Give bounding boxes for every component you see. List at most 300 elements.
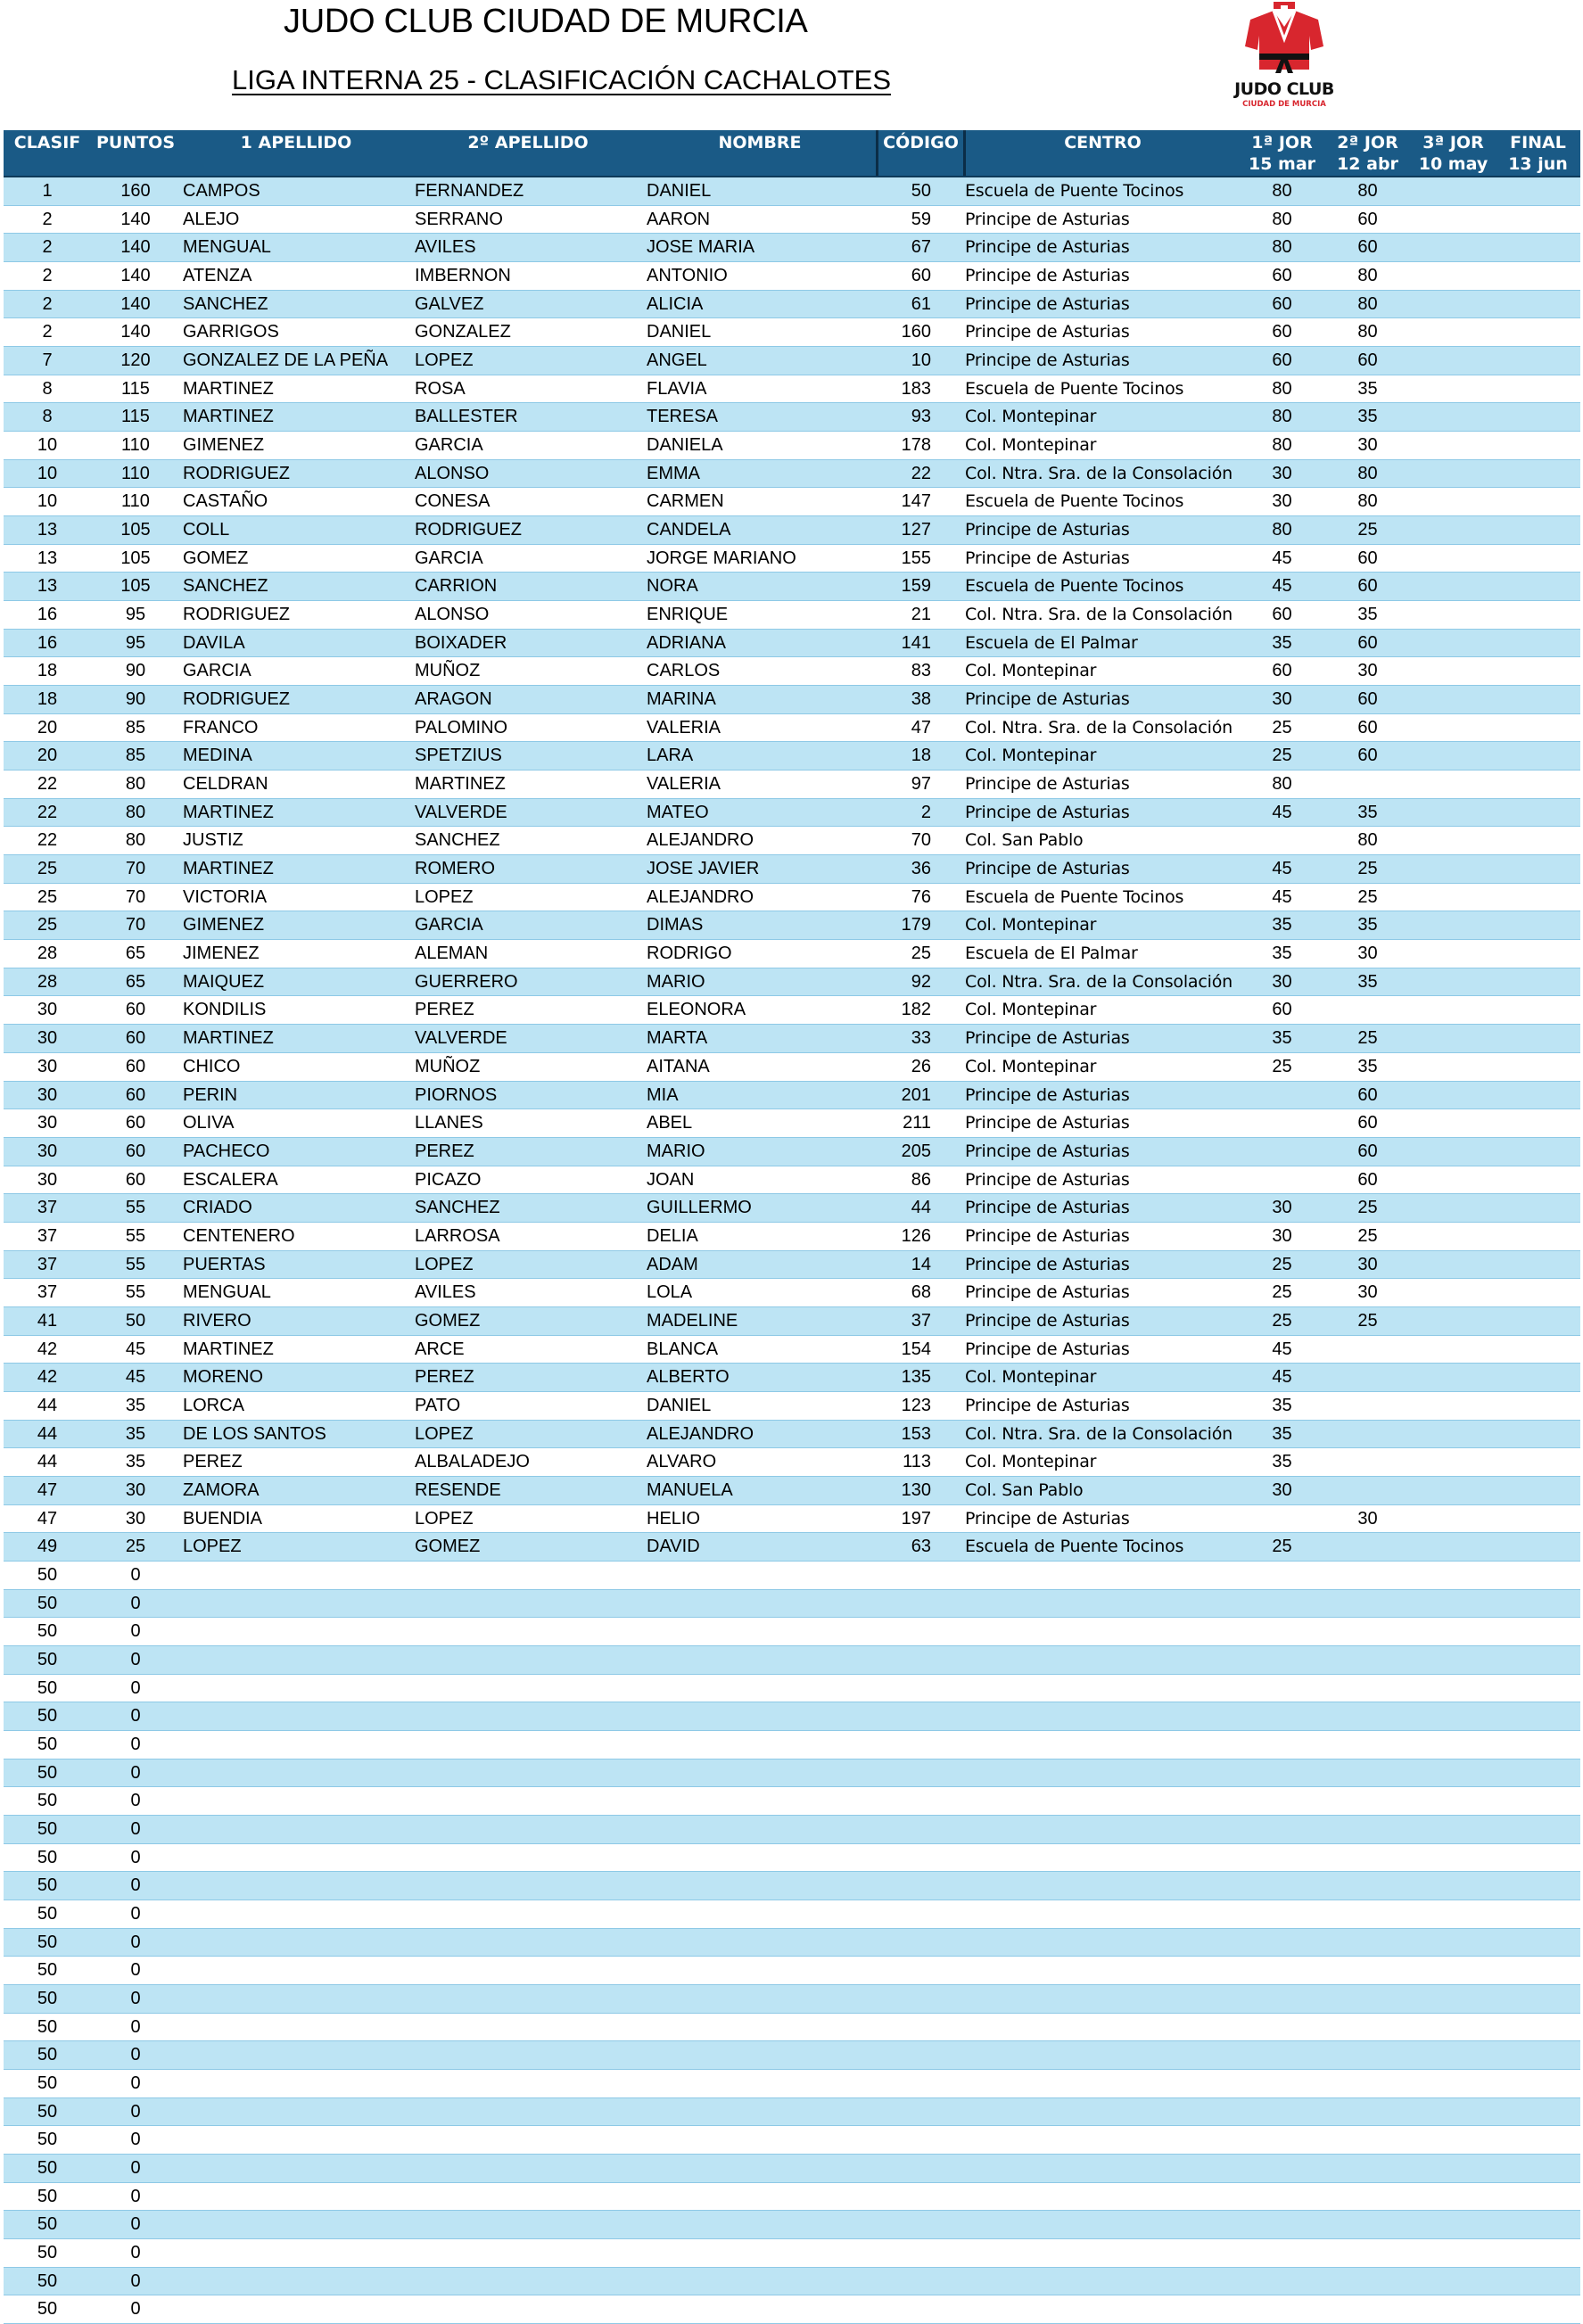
nombre-cell: ALICIA — [647, 293, 704, 314]
jornada-2-cell: 60 — [1357, 209, 1378, 229]
jornada-2-cell — [1324, 996, 1411, 1024]
table-row — [4, 1025, 1580, 1053]
codigo-cell: 160 — [901, 322, 931, 342]
nombre-cell: JOSE JAVIER — [647, 859, 760, 879]
jornada-1-cell: 60 — [1272, 322, 1292, 342]
nombre-cell: BLANCA — [647, 1339, 719, 1359]
codigo-cell: 130 — [901, 1479, 931, 1500]
jornada-1-cell: 35 — [1272, 1028, 1292, 1049]
jornada-2-cell: 80 — [1357, 830, 1378, 851]
page-title: JUDO CLUB CIUDAD DE MURCIA — [284, 3, 808, 40]
nombre-cell — [644, 1985, 876, 2013]
final-cell — [1496, 347, 1580, 375]
jornada-2-cell — [1324, 2014, 1411, 2041]
final-cell — [1496, 516, 1580, 544]
standings-table — [4, 130, 1580, 2324]
jornada-2-cell — [1324, 1844, 1411, 1872]
clasif-cell: 50 — [37, 1564, 58, 1585]
jornada-1-cell — [1240, 1844, 1324, 1872]
final-cell — [1496, 1109, 1580, 1137]
apellido-2-cell: LOPEZ — [415, 1508, 474, 1529]
jornada-3-cell — [1411, 2183, 1496, 2211]
puntos-cell: 105 — [120, 520, 151, 540]
clasif-cell: 25 — [37, 915, 58, 935]
clasif-cell: 50 — [37, 2130, 58, 2150]
codigo-cell — [876, 1675, 963, 1702]
apellido-1-cell: VICTORIA — [183, 886, 268, 907]
apellido-2-cell: AVILES — [415, 1282, 476, 1303]
centro-cell: Principe de Asturias — [965, 1339, 1130, 1359]
jornada-2-cell — [1324, 1759, 1411, 1787]
jornada-2-cell — [1324, 1448, 1411, 1476]
table-body — [4, 177, 1580, 2324]
clasif-cell: 50 — [37, 2016, 58, 2037]
jornada-1-cell — [1240, 2295, 1324, 2323]
puntos-cell: 0 — [130, 1818, 141, 1839]
table-row — [4, 1194, 1580, 1223]
centro-cell: Col. Montepinar — [965, 746, 1097, 766]
apellido-2-cell: SANCHEZ — [415, 830, 500, 851]
clasif-cell: 50 — [37, 1734, 58, 1754]
puntos-cell: 0 — [130, 2158, 141, 2179]
apellido-1-cell: RODRIGUEZ — [183, 605, 290, 625]
apellido-1-cell — [180, 1731, 412, 1759]
nombre-cell: MARIO — [647, 1141, 705, 1161]
puntos-cell: 85 — [125, 746, 146, 766]
codigo-cell: 70 — [911, 830, 931, 851]
apellido-2-cell: PIORNOS — [415, 1084, 498, 1105]
final-cell — [1496, 657, 1580, 685]
apellido-2-cell — [412, 2041, 644, 2069]
clasif-cell: 50 — [37, 2045, 58, 2065]
jornada-2-cell — [1324, 1533, 1411, 1561]
centro-cell: Col. Montepinar — [965, 1056, 1097, 1076]
final-cell — [1496, 1562, 1580, 1589]
jornada-2-cell — [1324, 2239, 1411, 2267]
judoka-figure-icon — [1245, 2, 1323, 73]
jornada-1-cell — [1240, 1731, 1324, 1759]
clasif-cell: 50 — [37, 1706, 58, 1727]
apellido-2-cell — [412, 1618, 644, 1645]
jornada-2-cell: 80 — [1357, 181, 1378, 201]
nombre-cell: ALEJANDRO — [647, 1423, 754, 1444]
jornada-1-cell: 35 — [1272, 1452, 1292, 1472]
jornada-1-cell — [1240, 1900, 1324, 1928]
table-row — [4, 1138, 1580, 1166]
centro-cell: Col. Montepinar — [965, 1000, 1097, 1020]
codigo-cell — [876, 1872, 963, 1900]
final-cell — [1496, 2098, 1580, 2126]
puntos-cell: 140 — [120, 293, 151, 314]
centro-cell: Principe de Asturias — [965, 1141, 1130, 1161]
apellido-2-cell: BALLESTER — [415, 407, 518, 427]
apellido-1-cell: BUENDIA — [183, 1508, 262, 1529]
table-row — [4, 2211, 1580, 2239]
final-cell — [1496, 1138, 1580, 1166]
puntos-cell: 0 — [130, 1762, 141, 1783]
jornada-2-cell: 25 — [1357, 886, 1378, 907]
nombre-cell: MARTA — [647, 1028, 708, 1049]
apellido-2-cell: LOPEZ — [415, 1423, 474, 1444]
jornada-1-cell — [1240, 1646, 1324, 1674]
codigo-cell: 50 — [911, 181, 931, 201]
table-row — [4, 2014, 1580, 2042]
nombre-cell: JOAN — [647, 1169, 695, 1190]
apellido-2-cell: VALVERDE — [415, 1028, 507, 1049]
jornada-1-cell: 45 — [1272, 548, 1292, 568]
header-puntos: PUNTOS — [95, 133, 176, 152]
codigo-cell: 93 — [911, 407, 931, 427]
clasif-cell: 50 — [37, 1932, 58, 1952]
apellido-1-cell: MARTINEZ — [183, 378, 274, 399]
nombre-cell — [644, 1816, 876, 1843]
apellido-1-cell: MARTINEZ — [183, 1339, 274, 1359]
puntos-cell: 0 — [130, 2073, 141, 2094]
jornada-1-cell — [1240, 2268, 1324, 2295]
puntos-cell: 60 — [125, 1084, 146, 1105]
clasif-cell: 30 — [37, 1056, 58, 1076]
page-subtitle: LIGA INTERNA 25 - CLASIFICACIÓN CACHALOTES — [232, 64, 892, 95]
clasif-cell: 37 — [37, 1254, 58, 1274]
centro-cell: Principe de Asturias — [965, 548, 1130, 568]
apellido-1-cell: LORCA — [183, 1395, 244, 1415]
jornada-3-cell — [1411, 1985, 1496, 2013]
jornada-1-cell — [1240, 2211, 1324, 2238]
table-row — [4, 488, 1580, 516]
jornada-1-cell — [1240, 2070, 1324, 2097]
header-codigo: CÓDIGO — [876, 130, 963, 176]
jornada-3-cell — [1411, 573, 1496, 600]
jornada-3-cell — [1411, 206, 1496, 234]
jornada-1-cell: 35 — [1272, 632, 1292, 653]
jornada-2-cell: 25 — [1357, 1310, 1378, 1331]
table-row — [4, 827, 1580, 855]
final-cell — [1496, 1223, 1580, 1250]
final-cell — [1496, 1816, 1580, 1843]
jornada-2-cell — [1324, 1392, 1411, 1420]
final-cell — [1496, 1448, 1580, 1476]
jornada-3-cell — [1411, 1562, 1496, 1589]
final-cell — [1496, 996, 1580, 1024]
apellido-2-cell: FERNANDEZ — [415, 181, 524, 201]
puntos-cell: 95 — [125, 605, 146, 625]
puntos-cell: 160 — [120, 181, 151, 201]
apellido-1-cell: DE LOS SANTOS — [183, 1423, 326, 1444]
jornada-2-cell — [1324, 2211, 1411, 2238]
codigo-cell — [876, 2070, 963, 2097]
apellido-1-cell: MARTINEZ — [183, 407, 274, 427]
jornada-2-cell: 25 — [1357, 1198, 1378, 1218]
codigo-cell — [876, 1816, 963, 1843]
clasif-cell: 50 — [37, 1989, 58, 2008]
header-final: FINAL 13 jun — [1508, 133, 1568, 174]
apellido-2-cell: LOPEZ — [415, 1254, 474, 1274]
codigo-cell: 61 — [911, 293, 931, 314]
table-row — [4, 1675, 1580, 1703]
codigo-cell: 18 — [911, 746, 931, 766]
table-row — [4, 1307, 1580, 1336]
jornada-3-cell — [1411, 1533, 1496, 1561]
table-row — [4, 799, 1580, 828]
jornada-2-cell: 30 — [1357, 944, 1378, 964]
table-row — [4, 1336, 1580, 1364]
table-row — [4, 1392, 1580, 1421]
final-cell — [1496, 1251, 1580, 1279]
table-row — [4, 2155, 1580, 2183]
jornada-3-cell — [1411, 1082, 1496, 1109]
jornada-3-cell — [1411, 1929, 1496, 1957]
jornada-2-cell — [1324, 1787, 1411, 1815]
clasif-cell: 30 — [37, 1141, 58, 1161]
nombre-cell — [644, 1900, 876, 1928]
table-row — [4, 1590, 1580, 1619]
clasif-cell: 18 — [37, 661, 58, 681]
jornada-2-cell: 30 — [1357, 435, 1378, 456]
apellido-1-cell: RODRIGUEZ — [183, 463, 290, 483]
nombre-cell — [644, 1759, 876, 1787]
centro-cell: Principe de Asturias — [965, 1310, 1130, 1331]
jornada-1-cell: 60 — [1272, 661, 1292, 681]
apellido-2-cell: GALVEZ — [415, 293, 484, 314]
table-row — [4, 1364, 1580, 1392]
jornada-3-cell — [1411, 234, 1496, 261]
codigo-cell: 36 — [911, 859, 931, 879]
table-row — [4, 855, 1580, 884]
nombre-cell: AITANA — [647, 1056, 710, 1076]
puntos-cell: 25 — [125, 1537, 146, 1557]
table-row — [4, 2098, 1580, 2127]
puntos-cell: 0 — [130, 1847, 141, 1867]
clasif-cell: 2 — [42, 322, 53, 342]
apellido-1-cell — [180, 2155, 412, 2182]
centro-cell: Principe de Asturias — [965, 802, 1130, 822]
jornada-1-cell: 25 — [1272, 1537, 1292, 1557]
codigo-cell — [876, 1900, 963, 1928]
nombre-cell: ADRIANA — [647, 632, 726, 653]
apellido-1-cell: LOPEZ — [183, 1537, 242, 1557]
final-cell — [1496, 2211, 1580, 2238]
final-cell — [1496, 1421, 1580, 1448]
jornada-3-cell — [1411, 1759, 1496, 1787]
apellido-2-cell: IMBERNON — [415, 266, 511, 286]
puntos-cell: 0 — [130, 2016, 141, 2037]
jornada-3-cell — [1411, 742, 1496, 770]
apellido-2-cell: SERRANO — [415, 209, 503, 229]
centro-cell: Principe de Asturias — [965, 1282, 1130, 1303]
codigo-cell: 10 — [911, 350, 931, 371]
codigo-cell: 86 — [911, 1169, 931, 1190]
clasif-cell: 50 — [37, 1903, 58, 1924]
centro-cell: Col. Ntra. Sra. de la Consolación — [965, 717, 1233, 738]
apellido-2-cell — [412, 1816, 644, 1843]
codigo-cell: 60 — [911, 266, 931, 286]
apellido-1-cell: MORENO — [183, 1367, 263, 1388]
table-row — [4, 206, 1580, 235]
apellido-1-cell: CASTAÑO — [183, 491, 268, 512]
puntos-cell: 0 — [130, 2045, 141, 2065]
table-row — [4, 403, 1580, 432]
clasif-cell: 7 — [42, 350, 53, 371]
puntos-cell: 0 — [130, 1960, 141, 1981]
puntos-cell: 0 — [130, 2243, 141, 2263]
header-apellido-1: 1 APELLIDO — [240, 133, 352, 152]
jornada-2-cell — [1324, 1364, 1411, 1391]
final-cell — [1496, 1702, 1580, 1730]
codigo-cell: 25 — [911, 944, 931, 964]
jornada-2-cell: 35 — [1357, 802, 1378, 822]
final-cell — [1496, 714, 1580, 742]
apellido-2-cell: GARCIA — [415, 915, 483, 935]
codigo-cell: 92 — [911, 971, 931, 992]
jornada-3-cell — [1411, 1505, 1496, 1533]
centro-cell: Principe de Asturias — [965, 1254, 1130, 1274]
jornada-2-cell: 60 — [1357, 1141, 1378, 1161]
apellido-2-cell: GARCIA — [415, 548, 483, 568]
clasif-cell: 50 — [37, 2214, 58, 2235]
jornada-1-cell: 25 — [1272, 746, 1292, 766]
nombre-cell — [644, 2239, 876, 2267]
nombre-cell — [644, 2268, 876, 2295]
apellido-2-cell: GARCIA — [415, 435, 483, 456]
centro-cell: Col. San Pablo — [965, 830, 1084, 851]
codigo-cell: 37 — [911, 1310, 931, 1331]
table-row — [4, 2268, 1580, 2296]
apellido-1-cell: GIMENEZ — [183, 915, 265, 935]
apellido-1-cell — [180, 1759, 412, 1787]
final-cell — [1496, 206, 1580, 234]
final-cell — [1496, 1731, 1580, 1759]
centro-cell: Principe de Asturias — [965, 350, 1130, 371]
table-row — [4, 968, 1580, 997]
jornada-3-cell — [1411, 2155, 1496, 2182]
jornada-3-cell — [1411, 1109, 1496, 1137]
apellido-2-cell: PEREZ — [415, 1367, 474, 1388]
apellido-1-cell: MARTINEZ — [183, 1028, 274, 1049]
centro-cell — [963, 1759, 1240, 1787]
centro-cell: Principe de Asturias — [965, 1225, 1130, 1246]
codigo-cell: 68 — [911, 1282, 931, 1303]
table-row — [4, 1731, 1580, 1759]
jornada-3-cell — [1411, 686, 1496, 713]
jornada-1-cell: 45 — [1272, 859, 1292, 879]
jornada-3-cell — [1411, 1364, 1496, 1391]
jornada-1-cell: 25 — [1272, 1310, 1292, 1331]
nombre-cell: DANIEL — [647, 1395, 712, 1415]
clasif-cell: 50 — [37, 1791, 58, 1811]
apellido-1-cell: PUERTAS — [183, 1254, 266, 1274]
puntos-cell: 80 — [125, 830, 146, 851]
apellido-2-cell: ALONSO — [415, 463, 490, 483]
centro-cell — [963, 1787, 1240, 1815]
clasif-cell: 49 — [37, 1537, 58, 1557]
jornada-3-cell — [1411, 1307, 1496, 1335]
apellido-2-cell: RESENDE — [415, 1479, 501, 1500]
table-row — [4, 234, 1580, 262]
jornada-1-cell — [1240, 2126, 1324, 2154]
table-row — [4, 2070, 1580, 2098]
jornada-2-cell: 80 — [1357, 266, 1378, 286]
apellido-2-cell: MUÑOZ — [415, 661, 481, 681]
clasif-cell: 50 — [37, 1762, 58, 1783]
centro-cell: Col. Ntra. Sra. de la Consolación — [965, 971, 1233, 992]
codigo-cell — [876, 1985, 963, 2013]
apellido-2-cell: ROMERO — [415, 859, 495, 879]
codigo-cell — [876, 2014, 963, 2041]
final-cell — [1496, 234, 1580, 261]
table-row — [4, 1702, 1580, 1731]
jornada-1-cell — [1240, 1138, 1324, 1166]
apellido-1-cell — [180, 1957, 412, 1984]
apellido-1-cell — [180, 1985, 412, 2013]
codigo-cell: 97 — [911, 774, 931, 795]
final-cell — [1496, 968, 1580, 996]
centro-cell: Principe de Asturias — [965, 774, 1130, 795]
jornada-2-cell — [1324, 2041, 1411, 2069]
final-cell — [1496, 403, 1580, 431]
nombre-cell: DAVID — [647, 1537, 700, 1557]
nombre-cell — [644, 1957, 876, 1984]
codigo-cell: 113 — [903, 1452, 931, 1472]
table-row — [4, 884, 1580, 912]
jornada-1-cell: 30 — [1272, 1225, 1292, 1246]
jornada-2-cell: 80 — [1357, 491, 1378, 512]
clasif-cell: 44 — [37, 1452, 58, 1472]
final-cell — [1496, 1194, 1580, 1222]
jornada-1-cell — [1240, 1166, 1324, 1194]
header-jornada-3: 3ª JOR 10 may — [1418, 133, 1488, 174]
puntos-cell: 45 — [125, 1367, 146, 1388]
final-cell — [1496, 1844, 1580, 1872]
jornada-1-cell — [1240, 2183, 1324, 2211]
centro-cell: Col. Montepinar — [965, 407, 1097, 427]
final-cell — [1496, 771, 1580, 798]
jornada-1-cell — [1240, 1702, 1324, 1730]
codigo-cell: 159 — [901, 576, 931, 597]
jornada-1-cell: 30 — [1272, 689, 1292, 710]
apellido-2-cell: AVILES — [415, 237, 476, 258]
apellido-2-cell: PALOMINO — [415, 717, 508, 738]
jornada-2-cell: 60 — [1357, 350, 1378, 371]
apellido-1-cell: GARCIA — [183, 661, 251, 681]
clasif-cell: 37 — [37, 1225, 58, 1246]
nombre-cell: CANDELA — [647, 520, 731, 540]
jornada-3-cell — [1411, 771, 1496, 798]
apellido-1-cell: GIMENEZ — [183, 435, 265, 456]
nombre-cell: CARMEN — [647, 491, 724, 512]
jornada-1-cell: 25 — [1272, 717, 1292, 738]
jornada-2-cell — [1324, 1618, 1411, 1645]
header-jornada-2: 2ª JOR 12 abr — [1337, 133, 1398, 174]
apellido-2-cell: LOPEZ — [415, 886, 474, 907]
table-row — [4, 1477, 1580, 1505]
apellido-1-cell — [180, 1702, 412, 1730]
centro-cell — [963, 2014, 1240, 2041]
final-cell — [1496, 545, 1580, 573]
final-cell — [1496, 1307, 1580, 1335]
table-row — [4, 545, 1580, 573]
jornada-2-cell: 60 — [1357, 237, 1378, 258]
table-row — [4, 686, 1580, 714]
apellido-2-cell — [412, 1759, 644, 1787]
apellido-2-cell: PATO — [415, 1395, 461, 1415]
codigo-cell — [876, 2041, 963, 2069]
final-cell — [1496, 1166, 1580, 1194]
puntos-cell: 55 — [125, 1282, 146, 1303]
puntos-cell: 30 — [125, 1479, 146, 1500]
nombre-cell: RODRIGO — [647, 944, 732, 964]
centro-cell — [963, 2126, 1240, 2154]
jornada-3-cell — [1411, 2239, 1496, 2267]
